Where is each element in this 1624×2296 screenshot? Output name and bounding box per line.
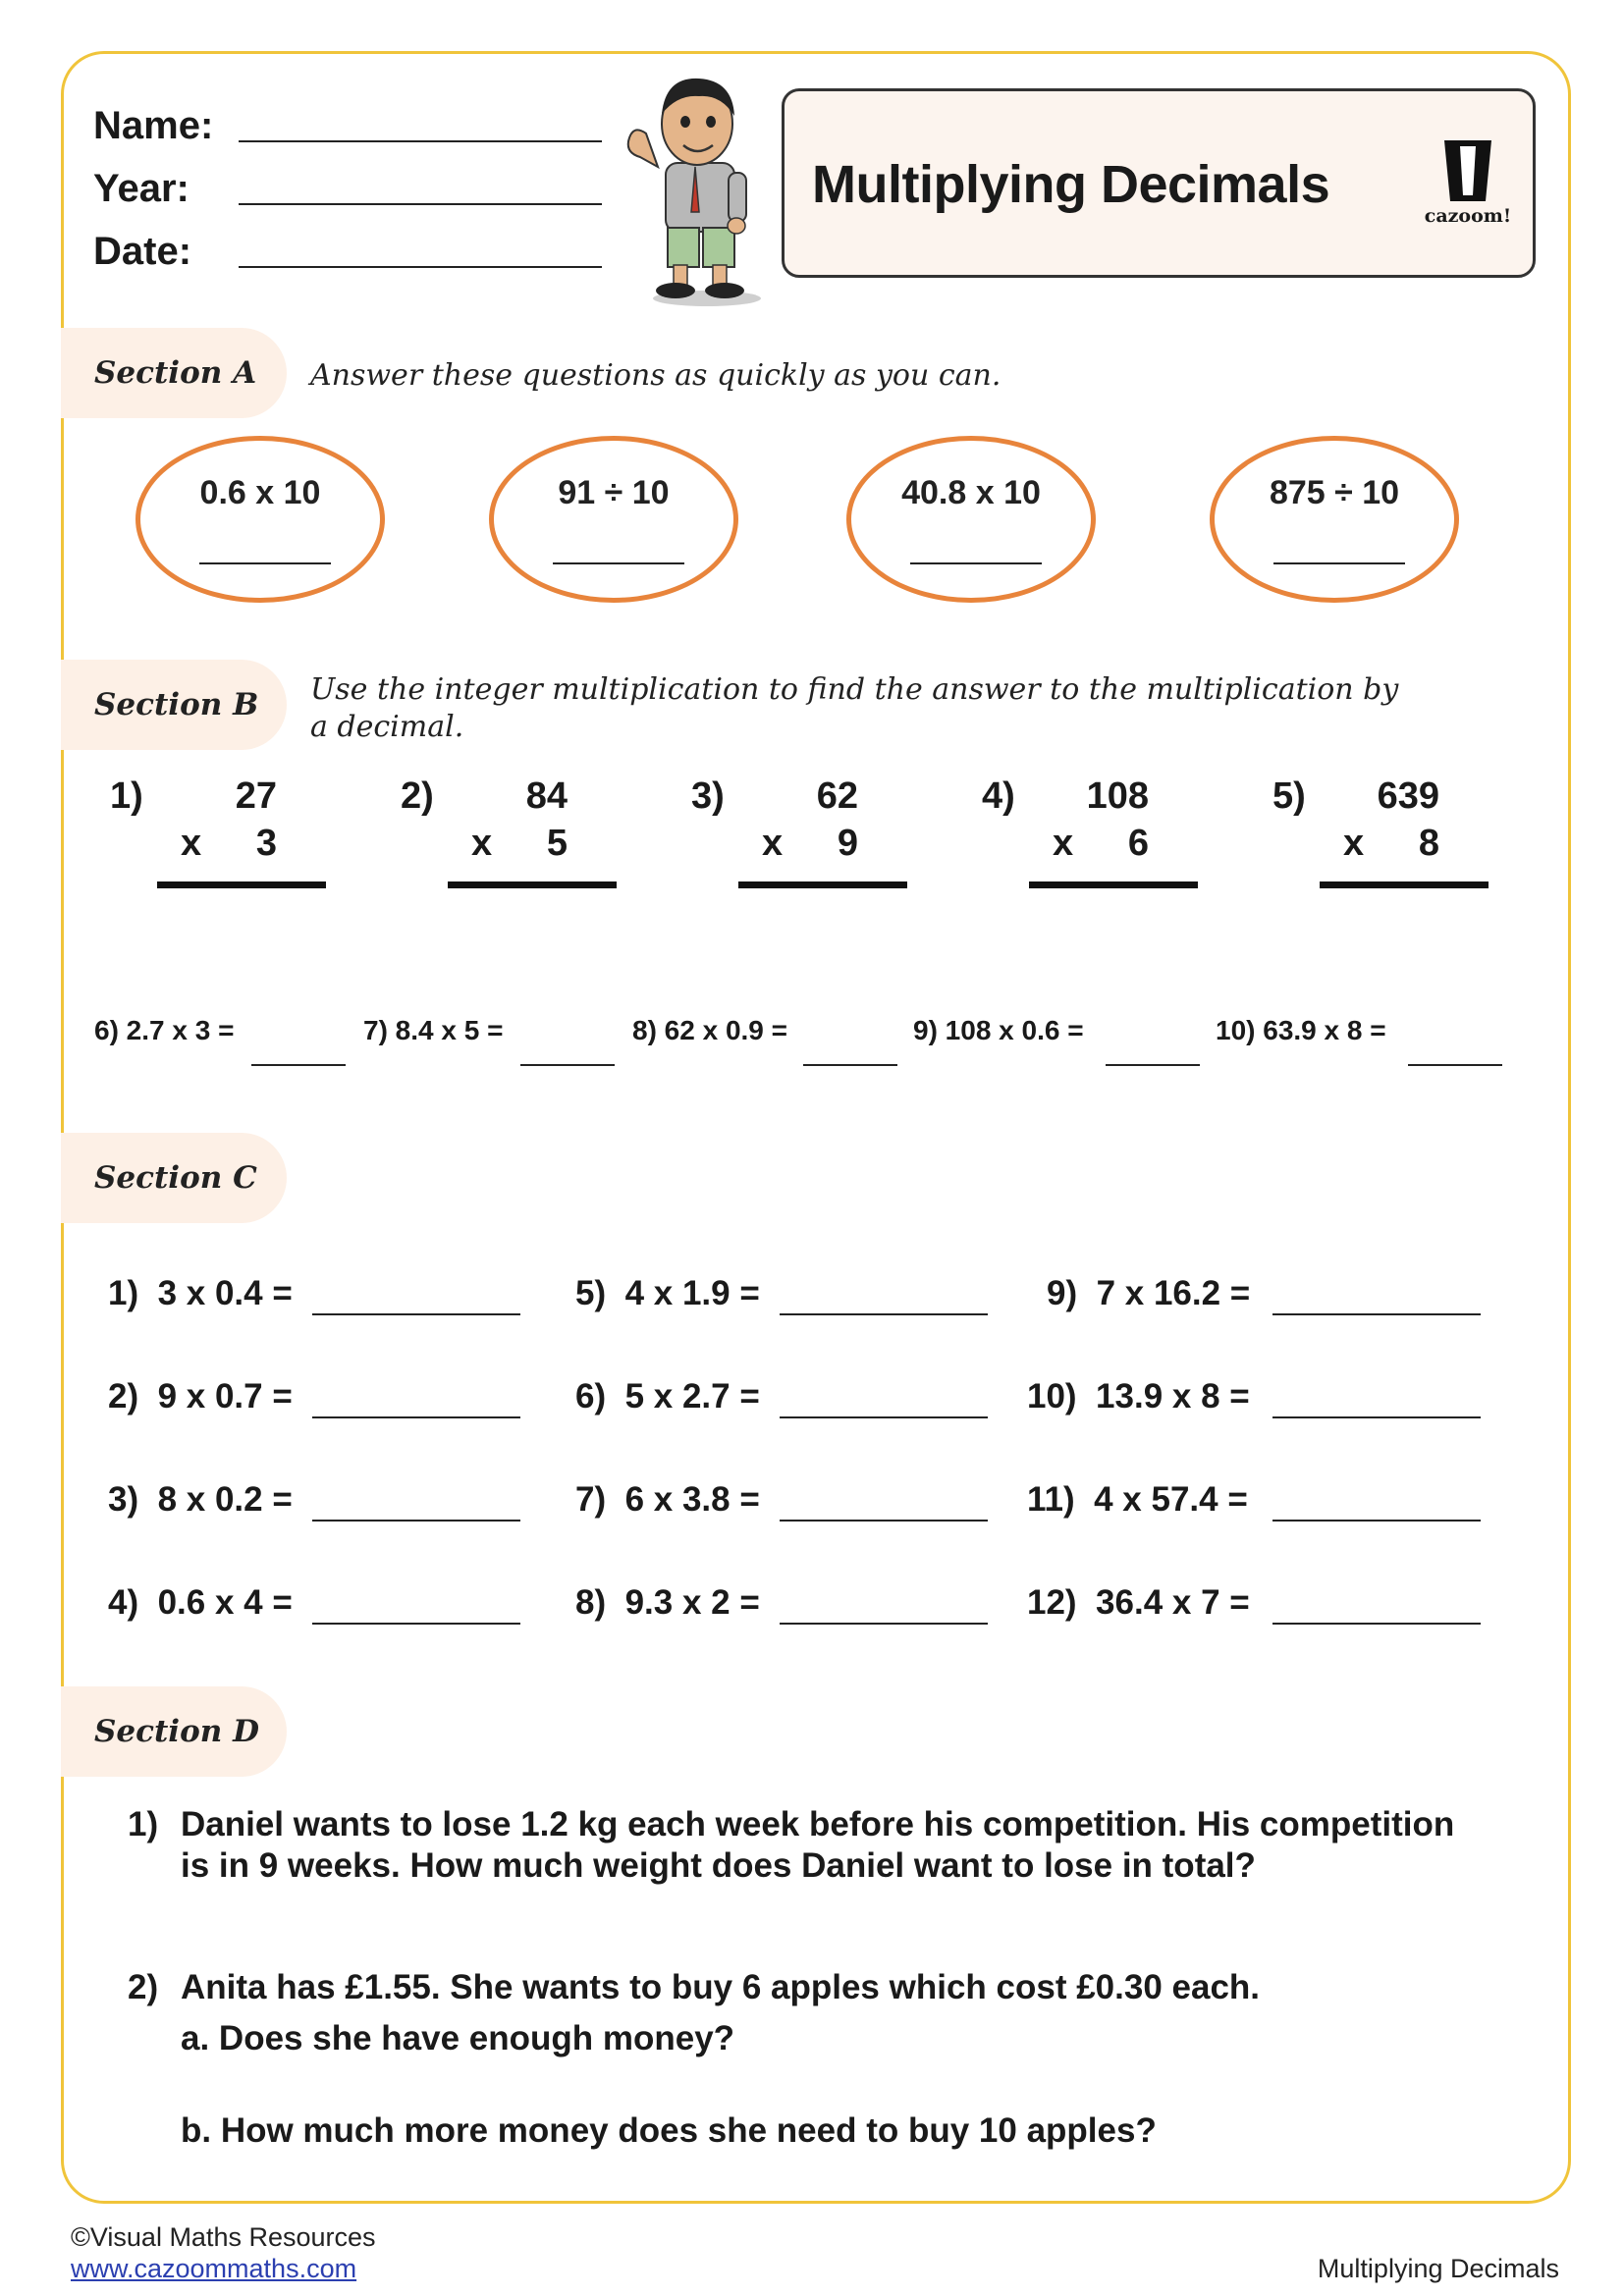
multiplier: 9: [837, 823, 858, 864]
question-number: 12): [1027, 1583, 1077, 1622]
footer-copyright: ©Visual Maths Resources: [71, 2222, 376, 2252]
question-text: 4 x 1.9 =: [624, 1274, 760, 1312]
answer-line[interactable]: [1272, 1623, 1481, 1625]
question-text: 7 x 16.2 =: [1096, 1274, 1251, 1312]
question-line: is in 9 weeks. How much weight does Daniel want to lose in total?: [181, 1846, 1256, 1885]
decimal-question: [632, 1015, 787, 1046]
answer-line[interactable]: [803, 1064, 897, 1066]
times-sign: x: [762, 823, 784, 864]
section-d-question-2b: b. How much more money does she need to buy 10 apples?: [181, 2111, 1157, 2150]
question-number: 10): [1027, 1377, 1077, 1415]
question-number: 3): [108, 1480, 139, 1519]
question-number: 3): [691, 775, 725, 817]
question-text: 6) 2.7 x 3 =: [94, 1015, 235, 1045]
question-number: 5): [1272, 775, 1306, 817]
cazoom-logo-text: cazoom!: [1424, 205, 1512, 227]
answer-line[interactable]: [251, 1064, 346, 1066]
section-c-question: [108, 1583, 293, 1623]
title-box: [782, 88, 1536, 278]
question-text: 6 x 3.8 =: [624, 1480, 760, 1519]
question-text: 875 ÷ 10: [1269, 474, 1400, 511]
answer-line[interactable]: [312, 1416, 520, 1418]
answer-line[interactable]: [312, 1623, 520, 1625]
answer-line[interactable]: [199, 562, 331, 564]
multiplicand: 62: [816, 775, 858, 817]
footer-link[interactable]: www.cazoommaths.com: [71, 2254, 357, 2283]
answer-bar: [1029, 881, 1198, 888]
times-sign: x: [471, 823, 493, 864]
question-text: 8) 62 x 0.9 =: [632, 1015, 788, 1045]
question-text: 36.4 x 7 =: [1096, 1583, 1250, 1622]
instruction-line: Use the integer multiplication to find the answer to the multiplication by: [310, 672, 1399, 707]
section-a-question: [135, 436, 385, 603]
answer-line[interactable]: [780, 1313, 988, 1315]
section-b-tab: [61, 660, 287, 750]
section-c-question: [1027, 1377, 1250, 1416]
section-c-question: [575, 1480, 760, 1520]
instruction-line: a decimal.: [310, 710, 464, 744]
question-number: 4): [982, 775, 1015, 817]
section-b-instruction: [310, 671, 1398, 746]
multiplier: 5: [546, 823, 568, 864]
question-text: 13.9 x 8 =: [1096, 1377, 1250, 1415]
answer-line[interactable]: [780, 1416, 988, 1418]
question-number: 5): [575, 1274, 607, 1312]
section-c-question: [108, 1480, 293, 1520]
question-number: 2): [401, 775, 434, 817]
section-c-question: [575, 1377, 760, 1416]
section-a-tab: [61, 328, 287, 418]
name-field[interactable]: [239, 140, 602, 142]
answer-line[interactable]: [312, 1313, 520, 1315]
section-c-question: [1027, 1480, 1248, 1520]
question-number: 1): [110, 775, 143, 817]
multiplicand: 27: [235, 775, 277, 817]
answer-line[interactable]: [520, 1064, 615, 1066]
question-number: 6): [575, 1377, 607, 1415]
section-c-question: [1027, 1583, 1250, 1623]
section-c-question: [108, 1274, 293, 1313]
multiplier: 6: [1127, 823, 1149, 864]
section-b-label: Section B: [94, 687, 259, 722]
section-c-question: [575, 1583, 760, 1623]
cazoom-logo-mark: [1421, 136, 1515, 207]
answer-bar: [1320, 881, 1489, 888]
section-a-instruction: Answer these questions as quickly as you can.: [310, 358, 1001, 393]
question-text: 9) 108 x 0.6 =: [913, 1015, 1084, 1045]
decimal-question: [94, 1015, 234, 1046]
worksheet-title: Multiplying Decimals: [812, 155, 1330, 214]
name-label: Name:: [93, 104, 214, 147]
answer-line[interactable]: [1273, 562, 1405, 564]
question-text: 3 x 0.4 =: [157, 1274, 293, 1312]
question-text: 7) 8.4 x 5 =: [363, 1015, 504, 1045]
answer-line[interactable]: [312, 1520, 520, 1522]
answer-line[interactable]: [1272, 1313, 1481, 1315]
question-text: 91 ÷ 10: [558, 474, 670, 511]
answer-line[interactable]: [1106, 1064, 1200, 1066]
section-a-question: [846, 436, 1096, 603]
answer-line[interactable]: [1272, 1520, 1481, 1522]
cazoom-logo: [1421, 136, 1515, 235]
multiplicand: 84: [525, 775, 568, 817]
year-label: Year:: [93, 167, 189, 210]
date-label: Date:: [93, 230, 192, 273]
answer-bar: [157, 881, 326, 888]
answer-line[interactable]: [1272, 1416, 1481, 1418]
question-number: 9): [1047, 1274, 1078, 1312]
multiplicand: 639: [1377, 775, 1439, 817]
multiplier: 8: [1418, 823, 1439, 864]
section-d-tab: [61, 1686, 287, 1777]
question-line: Daniel wants to lose 1.2 kg each week before his competition. His competition: [181, 1805, 1455, 1843]
question-text: 9 x 0.7 =: [157, 1377, 293, 1415]
section-c-question: [1047, 1274, 1250, 1313]
answer-line[interactable]: [910, 562, 1042, 564]
section-d-question-2: Anita has £1.55. She wants to buy 6 apples which cost £0.30 each.: [181, 1968, 1261, 2006]
section-a-question: [1210, 436, 1459, 603]
question-text: 0.6 x 10: [199, 474, 321, 511]
section-c-tab: [61, 1133, 287, 1223]
answer-line[interactable]: [780, 1520, 988, 1522]
multiplier: 3: [255, 823, 277, 864]
section-d-label: Section D: [94, 1714, 259, 1749]
boy-illustration: [619, 65, 766, 310]
section-d-question-number: 2): [128, 1968, 159, 2006]
question-number: 1): [108, 1274, 139, 1312]
question-text: 40.8 x 10: [901, 474, 1041, 511]
decimal-question: [913, 1015, 1084, 1046]
section-a-question: [489, 436, 738, 603]
times-sign: x: [1343, 823, 1365, 864]
question-text: 8 x 0.2 =: [157, 1480, 293, 1519]
year-field[interactable]: [239, 203, 602, 205]
decimal-question: [1216, 1015, 1386, 1046]
section-c-label: Section C: [94, 1160, 257, 1196]
section-d-question-2a: a. Does she have enough money?: [181, 2019, 735, 2057]
question-number: 2): [108, 1377, 139, 1415]
question-text: 10) 63.9 x 8 =: [1216, 1015, 1386, 1045]
decimal-question: [363, 1015, 503, 1046]
answer-bar: [448, 881, 617, 888]
question-number: 11): [1027, 1480, 1075, 1519]
question-text: 5 x 2.7 =: [624, 1377, 760, 1415]
footer-title: Multiplying Decimals: [1317, 2254, 1559, 2283]
question-number: 8): [575, 1583, 607, 1622]
section-c-question: [108, 1377, 293, 1416]
question-text: 4 x 57.4 =: [1094, 1480, 1248, 1519]
date-field[interactable]: [239, 266, 602, 268]
answer-bar: [738, 881, 907, 888]
question-text: 9.3 x 2 =: [624, 1583, 760, 1622]
section-d-question-number: 1): [128, 1805, 159, 1843]
answer-line[interactable]: [780, 1623, 988, 1625]
section-c-question: [575, 1274, 760, 1313]
question-number: 7): [575, 1480, 607, 1519]
section-d-question-1: [181, 1804, 1454, 1887]
answer-line[interactable]: [553, 562, 684, 564]
question-text: 0.6 x 4 =: [157, 1583, 293, 1622]
answer-line[interactable]: [1408, 1064, 1502, 1066]
times-sign: x: [1053, 823, 1074, 864]
times-sign: x: [181, 823, 202, 864]
multiplicand: 108: [1086, 775, 1149, 817]
question-number: 4): [108, 1583, 139, 1622]
section-a-label: Section A: [94, 355, 257, 391]
